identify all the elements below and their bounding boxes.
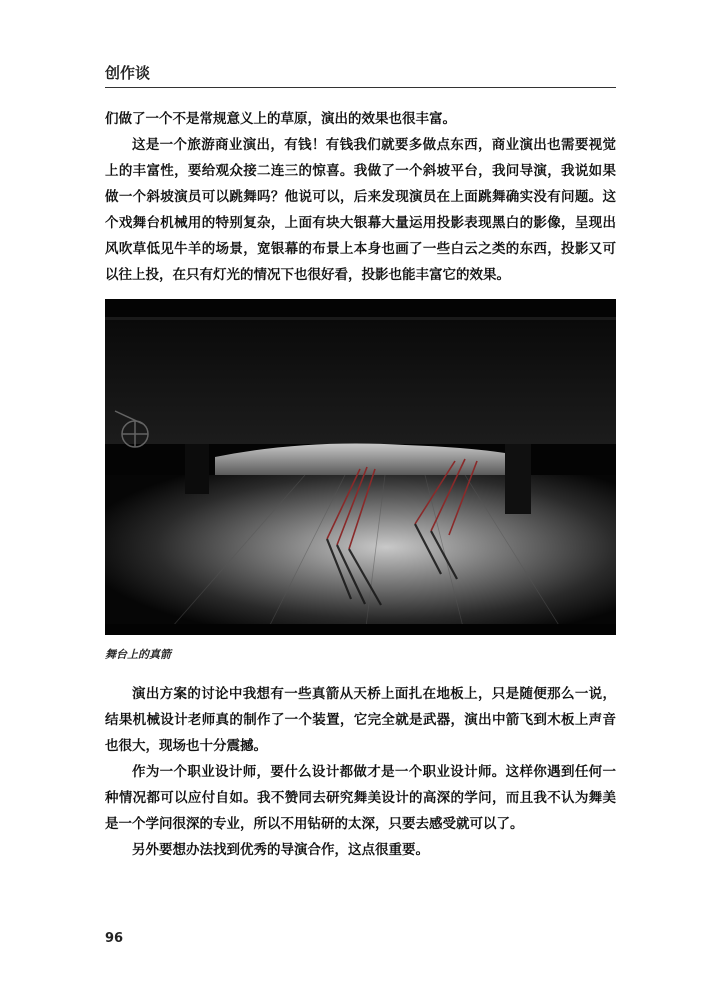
body-text-top xyxy=(105,106,616,288)
paragraph: 这是一个旅游商业演出，有钱！有钱我们就要多做点东西，商业演出也需要视觉上的丰富性，要给观众接二连三的惊喜。我做了一个斜坡平台，我问导演，我说如果做一个斜坡演员可以跳舞吗？他说可以，后来发现演员在上面跳舞确实没有问题。这个戏舞台机械用的特别复杂，上面有块大银幕大量运用投影表现黑白的影像，呈现出风吹草低见牛羊的场景，宽银幕的布景上本身也画了一些白云之类的东西，投影又可以往上投，在只有灯光的情况下也很好看，投影也能丰富它的效果。 xyxy=(105,137,616,283)
header-divider xyxy=(105,87,616,88)
body-text-bottom xyxy=(105,681,616,863)
stage-photo xyxy=(105,299,616,635)
section-title: 创作谈 xyxy=(105,64,151,82)
paragraph: 们做了一个不是常规意义上的草原，演出的效果也很丰富。 xyxy=(105,111,456,127)
figure-caption: 舞台上的真箭 xyxy=(105,648,171,661)
paragraph: 演出方案的讨论中我想有一些真箭从天桥上面扎在地板上，只是随便那么一说，结果机械设计老师真的制作了一个装置，它完全就是武器，演出中箭飞到木板上声音也很大，现场也十分震撼。 xyxy=(105,686,616,754)
page-number: 96 xyxy=(105,931,124,946)
paragraph: 作为一个职业设计师，要什么设计都做才是一个职业设计师。这样你遇到任何一种情况都可以应付自如。我不赞同去研究舞美设计的高深的学问，而且我不认为舞美是一个学问很深的专业，所以不用钻研的太深，只要去感受就可以了。 xyxy=(105,764,616,832)
paragraph: 另外要想办法找到优秀的导演合作，这点很重要。 xyxy=(132,842,429,858)
